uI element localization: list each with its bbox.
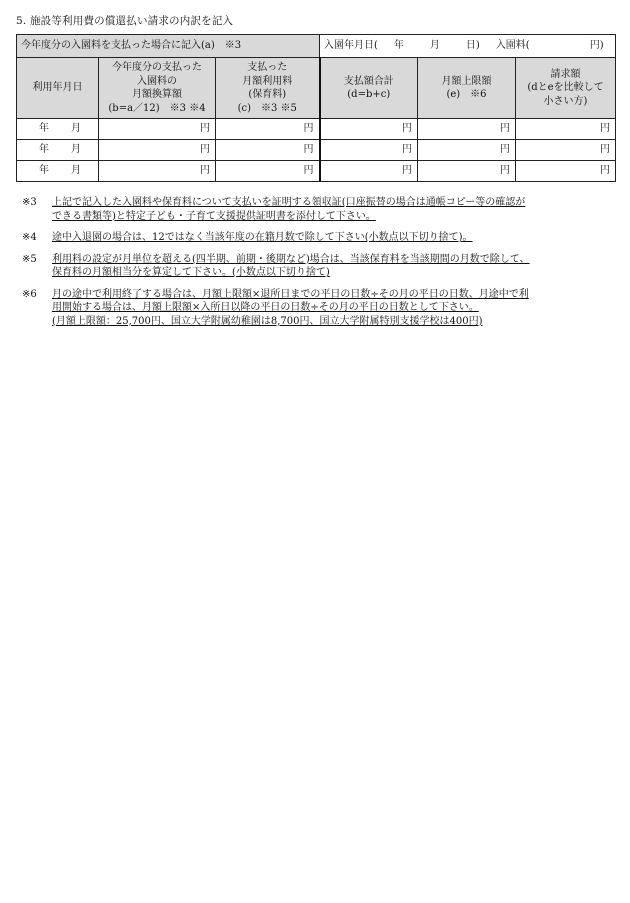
total-paid-field[interactable]: 円	[320, 119, 418, 140]
header-claim-amount: 請求額 (dとeを比較して 小さい方)	[516, 58, 616, 119]
note-text: 利用料の設定が月単位を超える(四半期、前期・後期など)場合は、当該保育料を当該期間の月数で除して、	[52, 253, 530, 265]
note-text: 上記で記入した入園料や保育料について支払いを証明する領収証(口座振替の場合は通帳コピー等の確認が	[52, 197, 526, 208]
claim-amount-field[interactable]: 円	[516, 140, 616, 161]
claim-amount-field[interactable]: 円	[516, 119, 616, 140]
note-text: 用開始する場合は、月額上限額×入所日以降の平日の日数÷その月の平日の日数として下さい。	[52, 302, 479, 313]
admission-date-label: 入園年月日(	[324, 40, 378, 52]
total-paid-field[interactable]: 円	[320, 161, 418, 182]
note-text: 月の途中で利用終了する場合は、月額上限額×退所日までの平日の日数÷その月の平日の日数、月途中で利	[52, 288, 529, 300]
table-row	[17, 161, 616, 182]
breakdown-table	[16, 34, 616, 182]
header-total-paid: 支払額合計 (d=b+c)	[320, 58, 418, 119]
admission-day-unit: 日)	[465, 40, 480, 52]
note-3	[22, 196, 616, 223]
admission-fee-yen: 円)	[589, 40, 604, 52]
notes-section	[22, 196, 616, 336]
monthly-admission-field[interactable]: 円	[99, 140, 216, 161]
usage-month-field[interactable]	[17, 140, 99, 161]
admission-fee-entry-label: 入園料(	[495, 40, 530, 52]
header-usage-date: 利用年月日	[17, 58, 99, 119]
table-row	[17, 140, 616, 161]
section-title: 5. 施設等利用費の償還払い請求の内訳を記入	[16, 15, 234, 27]
year-unit: 年	[39, 123, 49, 135]
monthly-limit-field[interactable]: 円	[418, 140, 516, 161]
admission-fee-label: 今年度分の入園料を支払った場合に記入(a) ※3	[17, 35, 320, 58]
admission-month-unit: 月	[429, 40, 440, 52]
note-5	[22, 253, 616, 280]
note-text: 途中入退園の場合は、12ではなく当該年度の在籍月数で除して下さい(小数点以下切り捨て)。	[52, 232, 473, 243]
month-unit: 月	[71, 144, 81, 156]
header-monthly-admission: 今年度分の支払った 入園料の 月額換算額 (b=a／12) ※3 ※4	[99, 58, 216, 119]
year-unit: 年	[39, 165, 49, 177]
admission-fee-row	[17, 35, 616, 58]
monthly-admission-field[interactable]: 円	[99, 161, 216, 182]
table-row	[17, 119, 616, 140]
note-mark: ※5	[22, 253, 37, 265]
year-unit: 年	[39, 144, 49, 156]
monthly-limit-field[interactable]: 円	[418, 161, 516, 182]
note-mark: ※4	[22, 232, 37, 243]
month-unit: 月	[71, 123, 81, 135]
total-paid-field[interactable]: 円	[320, 140, 418, 161]
usage-month-field[interactable]	[17, 161, 99, 182]
month-unit: 月	[71, 165, 81, 177]
monthly-fee-field[interactable]: 円	[216, 161, 320, 182]
monthly-admission-field[interactable]: 円	[99, 119, 216, 140]
monthly-limit-field[interactable]: 円	[418, 119, 516, 140]
header-row	[17, 58, 616, 119]
monthly-fee-field[interactable]: 円	[216, 140, 320, 161]
note-text: (月額上限額：25,700円、国立大学附属幼稚園は8,700円、国立大学附属特別支援学校は400円)	[52, 315, 483, 327]
note-4	[22, 231, 616, 245]
header-monthly-limit: 月額上限額 (e) ※6	[418, 58, 516, 119]
monthly-fee-field[interactable]: 円	[216, 119, 320, 140]
note-mark: ※3	[22, 197, 37, 208]
header-monthly-fee: 支払った 月額利用料 (保育料) (c) ※3 ※5	[216, 58, 320, 119]
note-mark: ※6	[22, 288, 37, 300]
note-6	[22, 288, 616, 329]
admission-year-unit: 年	[393, 40, 404, 52]
note-text: 保育料の月額相当分を算定して下さい。(小数点以下切り捨て)	[52, 267, 330, 278]
usage-month-field[interactable]	[17, 119, 99, 140]
admission-entry-cell[interactable]	[320, 35, 616, 58]
note-text: できる書類等)と特定子ども・子育て支援提供証明書を添付して下さい。	[52, 210, 376, 222]
claim-amount-field[interactable]: 円	[516, 161, 616, 182]
